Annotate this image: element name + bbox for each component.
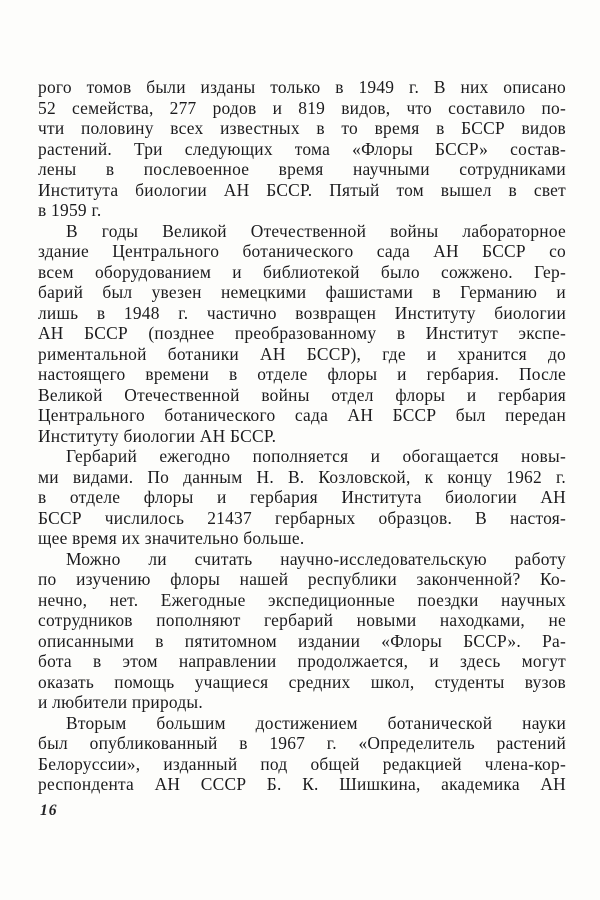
paragraph xyxy=(38,549,566,713)
text-line: здание Центрального ботанического сада АН БССР со xyxy=(38,241,566,261)
page-text xyxy=(38,77,566,795)
text-line: Можно ли считать научно-исследовательскую работу xyxy=(66,548,566,569)
text-line: риментальной ботаники АН БССР), где и хранится до xyxy=(38,343,566,364)
text-line: по изучению флоры нашей республики законченной? Ко- xyxy=(38,569,566,589)
text-line: лены в послевоенное время научными сотрудниками xyxy=(38,159,566,179)
text-line: ми видами. По данным Н. В. Козловской, к концу 1962 г. xyxy=(38,466,566,487)
paragraph xyxy=(38,713,566,795)
text-line: Белоруссии», изданный под общей редакцией члена-кор- xyxy=(38,753,566,774)
paragraph xyxy=(38,77,566,221)
text-line: Центрального ботанического сада АН БССР был передан xyxy=(38,405,566,425)
text-line: лишь в 1948 г. частично возвращен Институту биологии xyxy=(38,302,566,323)
text-line: Института биологии АН БССР. Пятый том вышел в свет xyxy=(38,179,566,200)
text-line: В годы Великой Отечественной войны лабораторное xyxy=(66,220,566,241)
text-line: всем оборудованием и библиотекой было сожжено. Гер- xyxy=(38,261,566,282)
text-line: в 1959 г. xyxy=(38,200,102,220)
text-line: АН БССР (позднее преобразованному в Институт экспе- xyxy=(38,323,566,343)
text-line: БССР числилось 21437 гербарных образцов. В настоя- xyxy=(38,507,566,528)
text-line: рого томов были изданы только в 1949 г. В них описано xyxy=(38,77,566,97)
text-line: сотрудников пополняют гербарий новыми находками, не xyxy=(38,610,566,630)
text-line: Гербарий ежегодно пополняется и обогащается новы- xyxy=(66,446,566,466)
text-line: Вторым большим достижением ботанической науки xyxy=(66,712,566,733)
text-line: барий был увезен немецкими фашистами в Германию и xyxy=(38,282,566,302)
text-line: настоящего времени в отделе флоры и гербария. После xyxy=(38,364,566,384)
page-number: 16 xyxy=(40,802,58,819)
paragraph xyxy=(38,446,566,549)
text-line: бота в этом направлении продолжается, и здесь могут xyxy=(38,651,566,671)
paragraph xyxy=(38,221,566,447)
text-line: растений. Три следующих тома «Флоры БССР» состав- xyxy=(38,138,566,159)
text-line: щее время их значительно больше. xyxy=(38,528,305,548)
text-line: Великой Отечественной войны отдел флоры и гербария xyxy=(38,384,566,405)
text-line: оказать помощь учащиеся средних школ, студенты вузов xyxy=(38,671,566,692)
text-line: нечно, нет. Ежегодные экспедиционные поездки научных xyxy=(38,589,566,610)
text-line: Институту биологии АН БССР. xyxy=(38,425,277,446)
text-line: чти половину всех известных в то время в БССР видов xyxy=(38,118,566,138)
text-line: 52 семейства, 277 родов и 819 видов, что составило по- xyxy=(38,97,566,118)
text-line: был опубликованный в 1967 г. «Определитель растений xyxy=(38,733,566,753)
text-line: в отделе флоры и гербария Института биологии АН xyxy=(38,487,566,507)
text-line: описанными в пятитомном издании «Флоры БССР». Ра- xyxy=(38,630,566,651)
text-line: и любители природы. xyxy=(38,692,203,712)
text-line: респондента АН СССР Б. К. Шишкина, академика АН xyxy=(38,774,566,794)
